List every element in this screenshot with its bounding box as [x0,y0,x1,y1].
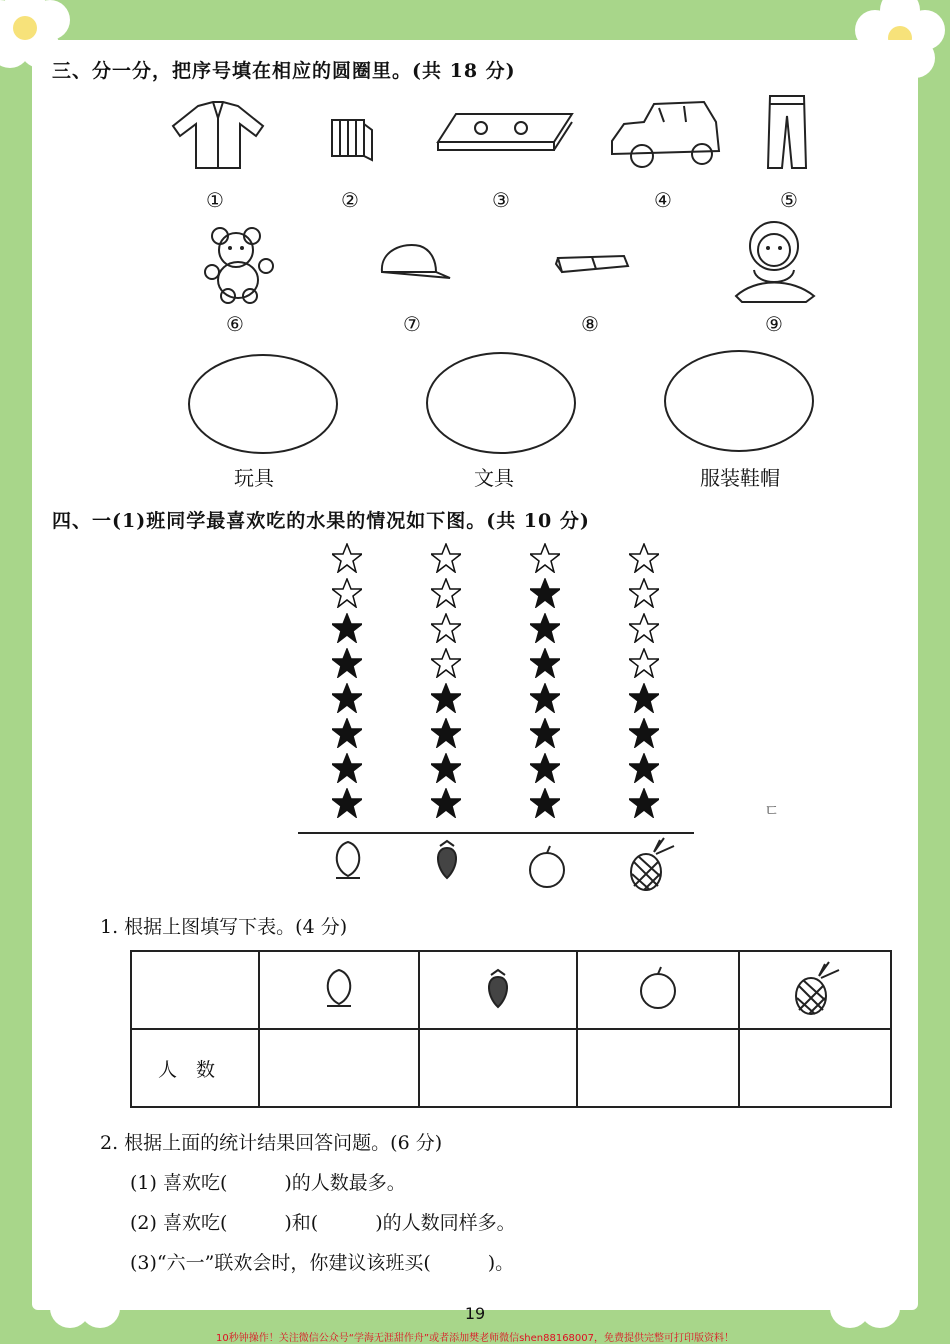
filled-star-peach [332,613,362,643]
car-icon [604,96,724,176]
strawberry-icon [483,967,513,1009]
table-header-strawberry [419,951,577,1029]
peach-icon [319,966,359,1010]
apple-icon [526,844,568,890]
q2-sub2: (2) 喜欢吃( )和( )的人数同样多。 [130,1212,516,1234]
filled-star-strawberry [431,718,461,748]
filled-star-peach [332,788,362,818]
q1-title: 1. 根据上图填写下表。(4 分) [100,916,348,938]
empty-star-peach [332,578,362,608]
fruit-count-table [130,950,892,1108]
table-header-peach [259,951,419,1029]
pineapple-icon [789,960,841,1016]
filled-star-apple [530,683,560,713]
pencil-box-icon [326,112,376,162]
pictograph-baseline [298,832,694,834]
item-number-9: ⑨ [765,312,783,336]
q2-title: 2. 根据上面的统计结果回答问题。(6 分) [100,1132,443,1154]
section3-title: 三、分一分，把序号填在相应的圆圈里。(共 18 分) [52,60,516,82]
cap-icon [374,238,454,288]
page-number: 19 [464,1304,486,1323]
stray-mark: ㄷ [764,801,780,820]
filled-star-strawberry [431,683,461,713]
teddy-bear-icon [200,222,276,304]
filled-star-pineapple [629,683,659,713]
section4-title: 四、一(1)班同学最喜欢吃的水果的情况如下图。(共 10 分) [52,510,590,532]
empty-star-strawberry [431,578,461,608]
empty-star-strawberry [431,648,461,678]
table-header-apple [577,951,739,1029]
answer-cell-pineapple[interactable] [739,1029,891,1107]
item-number-1: ① [206,188,224,212]
doll-icon [726,216,822,306]
filled-star-strawberry [431,788,461,818]
table-corner-cell [131,951,259,1029]
filled-star-peach [332,683,362,713]
empty-star-pineapple [629,578,659,608]
apple-icon [637,965,679,1011]
item-number-8: ⑧ [581,312,599,336]
filled-star-pineapple [629,718,659,748]
empty-star-pineapple [629,613,659,643]
strawberry-icon [432,838,462,880]
filled-star-peach [332,718,362,748]
jacket-icon [168,96,268,176]
filled-star-apple [530,578,560,608]
clothing-answer-oval[interactable] [664,350,814,452]
filled-star-peach [332,648,362,678]
filled-star-apple [530,648,560,678]
empty-star-pineapple [629,543,659,573]
empty-star-apple [530,543,560,573]
table-header-pineapple [739,951,891,1029]
answer-cell-apple[interactable] [577,1029,739,1107]
table-row-label: 人 数 [131,1029,259,1107]
answer-cell-strawberry[interactable] [419,1029,577,1107]
item-number-4: ④ [654,188,672,212]
q2-sub3: (3)“六一”联欢会时，你建议该班买( )。 [130,1252,515,1274]
empty-star-strawberry [431,543,461,573]
item-number-2: ② [341,188,359,212]
pineapple-icon [624,836,676,892]
filled-star-peach [332,753,362,783]
footer-note: 10秒钟操作！关注微信公众号“学海无涯甜作舟”或者添加樊老师微信shen88168007，免费提供完整可打印版资料！ [215,1333,735,1344]
peach-icon [328,838,368,882]
empty-star-peach [332,543,362,573]
filled-star-strawberry [431,753,461,783]
pencil-case-icon [436,110,576,155]
filled-star-pineapple [629,788,659,818]
toy-answer-oval[interactable] [188,354,338,454]
filled-star-apple [530,613,560,643]
pants-icon [762,92,812,172]
stationery-answer-oval[interactable] [426,352,576,454]
item-number-5: ⑤ [780,188,798,212]
filled-star-apple [530,788,560,818]
category-label-stationery: 文具 [474,466,514,490]
empty-star-strawberry [431,613,461,643]
item-number-7: ⑦ [403,312,421,336]
answer-cell-peach[interactable] [259,1029,419,1107]
filled-star-apple [530,718,560,748]
eraser-icon [552,250,632,280]
filled-star-apple [530,753,560,783]
filled-star-pineapple [629,753,659,783]
q2-sub1: (1) 喜欢吃( )的人数最多。 [130,1172,406,1194]
item-number-6: ⑥ [226,312,244,336]
category-label-toys: 玩具 [234,466,274,490]
category-label-clothing: 服装鞋帽 [700,466,780,490]
item-number-3: ③ [492,188,510,212]
empty-star-pineapple [629,648,659,678]
